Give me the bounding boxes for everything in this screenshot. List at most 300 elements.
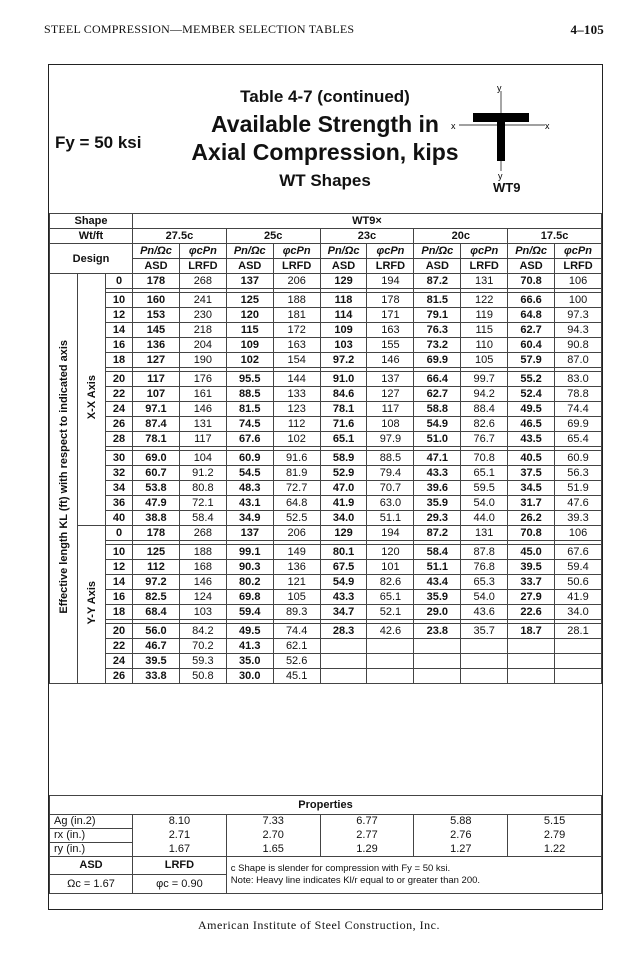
value-cell: 33.7	[508, 575, 555, 590]
value-cell: 97.2	[133, 575, 180, 590]
table-row	[50, 639, 602, 654]
running-head-title: STEEL COMPRESSION—MEMBER SELECTION TABLES	[44, 22, 355, 36]
value-cell: 52.9	[320, 466, 367, 481]
value-cell: 125	[133, 545, 180, 560]
value-cell: 31.7	[508, 496, 555, 511]
table-row	[50, 466, 602, 481]
table-title-line1: Available Strength in	[211, 111, 439, 137]
value-cell: 69.9	[414, 353, 461, 368]
value-cell: 146	[367, 353, 414, 368]
value-cell: 136	[273, 560, 320, 575]
column-header: φcPn	[273, 244, 320, 259]
value-cell: 82.6	[461, 417, 508, 432]
value-cell: 109	[320, 323, 367, 338]
value-cell: 28.3	[320, 624, 367, 639]
value-cell: 81.9	[273, 466, 320, 481]
value-cell: 129	[320, 526, 367, 541]
value-cell: 101	[367, 560, 414, 575]
running-head	[44, 22, 604, 38]
value-cell: 171	[367, 308, 414, 323]
value-cell	[461, 639, 508, 654]
value-cell: 42.6	[367, 624, 414, 639]
value-cell: 131	[461, 274, 508, 289]
value-cell: 194	[367, 274, 414, 289]
value-cell: 88.5	[226, 387, 273, 402]
table-row	[50, 590, 602, 605]
value-cell: 74.4	[273, 624, 320, 639]
value-cell: 41.9	[320, 496, 367, 511]
value-cell: 35.9	[414, 590, 461, 605]
value-cell: 79.4	[367, 466, 414, 481]
value-cell: 99.7	[461, 372, 508, 387]
value-cell: 115	[226, 323, 273, 338]
value-cell: 34.9	[226, 511, 273, 526]
method-header: LRFD	[555, 259, 602, 274]
value-cell: 83.0	[555, 372, 602, 387]
value-cell: 39.6	[414, 481, 461, 496]
value-cell: 149	[273, 545, 320, 560]
kl-cell: 30	[106, 451, 133, 466]
property-value: 1.27	[414, 843, 508, 857]
shape-name-cell: WT9×	[133, 214, 602, 229]
value-cell: 105	[461, 353, 508, 368]
value-cell: 121	[273, 575, 320, 590]
value-cell: 18.7	[508, 624, 555, 639]
properties-table	[49, 795, 602, 894]
value-cell: 46.5	[508, 417, 555, 432]
table-row	[50, 387, 602, 402]
value-cell: 160	[133, 293, 180, 308]
page-footer: American Institute of Steel Construction, Inc.	[198, 918, 440, 932]
table-row	[50, 654, 602, 669]
value-cell: 97.2	[320, 353, 367, 368]
value-cell: 82.5	[133, 590, 180, 605]
value-cell: 51.1	[414, 560, 461, 575]
value-cell: 120	[226, 308, 273, 323]
value-cell: 47.0	[320, 481, 367, 496]
value-cell: 59.4	[226, 605, 273, 620]
value-cell: 91.0	[320, 372, 367, 387]
table-row	[50, 308, 602, 323]
side-label: Effective length KL (ft) with respect to indicated axis	[57, 339, 70, 614]
value-cell: 45.0	[508, 545, 555, 560]
value-cell: 109	[226, 338, 273, 353]
value-cell: 51.0	[414, 432, 461, 447]
value-cell: 136	[133, 338, 180, 353]
value-cell: 87.2	[414, 526, 461, 541]
value-cell: 49.5	[226, 624, 273, 639]
value-cell: 59.4	[555, 560, 602, 575]
value-cell: 67.6	[555, 545, 602, 560]
column-header: φcPn	[179, 244, 226, 259]
value-cell	[555, 654, 602, 669]
value-cell: 118	[320, 293, 367, 308]
value-cell: 161	[179, 387, 226, 402]
value-cell: 114	[320, 308, 367, 323]
shape-label: WT9	[493, 180, 521, 195]
value-cell: 26.2	[508, 511, 555, 526]
value-cell: 70.7	[367, 481, 414, 496]
value-cell: 88.5	[367, 451, 414, 466]
kl-cell: 24	[106, 654, 133, 669]
value-cell: 22.6	[508, 605, 555, 620]
value-cell: 163	[273, 338, 320, 353]
value-cell: 47.1	[414, 451, 461, 466]
strength-table	[49, 213, 602, 684]
value-cell: 76.7	[461, 432, 508, 447]
value-cell: 146	[179, 575, 226, 590]
property-value: 1.67	[133, 843, 227, 857]
value-cell: 181	[273, 308, 320, 323]
property-value: 7.33	[226, 815, 320, 829]
value-cell	[555, 639, 602, 654]
value-cell: 91.6	[273, 451, 320, 466]
value-cell: 34.7	[320, 605, 367, 620]
value-cell: 63.0	[367, 496, 414, 511]
table-row	[50, 451, 602, 466]
note-heavy-line: Note: Heavy line indicates Kl/r equal to or greater than 200.	[230, 875, 481, 886]
side-label-cell	[50, 274, 78, 684]
value-cell: 62.1	[273, 639, 320, 654]
table-row	[50, 624, 602, 639]
kl-cell: 20	[106, 624, 133, 639]
value-cell: 41.9	[555, 590, 602, 605]
value-cell: 87.0	[555, 353, 602, 368]
value-cell: 47.6	[555, 496, 602, 511]
method-header: LRFD	[367, 259, 414, 274]
value-cell: 65.1	[461, 466, 508, 481]
value-cell: 58.8	[414, 402, 461, 417]
table-row	[50, 545, 602, 560]
value-cell: 108	[367, 417, 414, 432]
value-cell: 137	[226, 274, 273, 289]
design-label-cell: Design	[50, 244, 133, 274]
table-row	[50, 372, 602, 387]
value-cell: 87.8	[461, 545, 508, 560]
method-header: ASD	[226, 259, 273, 274]
value-cell: 70.8	[508, 526, 555, 541]
table-row	[50, 353, 602, 368]
kl-cell: 14	[106, 575, 133, 590]
value-cell	[461, 654, 508, 669]
value-cell: 137	[226, 526, 273, 541]
value-cell: 58.4	[179, 511, 226, 526]
xx-axis-cell	[78, 274, 106, 526]
kl-cell: 16	[106, 338, 133, 353]
method-header: LRFD	[179, 259, 226, 274]
value-cell: 106	[555, 274, 602, 289]
value-cell: 188	[179, 545, 226, 560]
value-cell: 37.5	[508, 466, 555, 481]
wtft-label-cell: Wt/ft	[50, 229, 133, 244]
value-cell: 64.8	[273, 496, 320, 511]
value-cell: 65.1	[367, 590, 414, 605]
value-cell: 103	[179, 605, 226, 620]
value-cell: 241	[179, 293, 226, 308]
value-cell: 90.3	[226, 560, 273, 575]
axis-y-top-label: y	[497, 83, 502, 93]
value-cell: 54.0	[461, 496, 508, 511]
value-cell: 33.8	[133, 669, 180, 684]
kl-cell: 10	[106, 545, 133, 560]
value-cell: 127	[367, 387, 414, 402]
property-value: 2.77	[320, 829, 414, 843]
value-cell: 99.1	[226, 545, 273, 560]
method-header: ASD	[320, 259, 367, 274]
value-cell	[414, 669, 461, 684]
shape-label-cell: Shape	[50, 214, 133, 229]
value-cell: 56.3	[555, 466, 602, 481]
kl-cell: 18	[106, 605, 133, 620]
value-cell	[320, 654, 367, 669]
kl-cell: 24	[106, 402, 133, 417]
value-cell: 52.4	[508, 387, 555, 402]
value-cell	[320, 639, 367, 654]
value-cell: 29.0	[414, 605, 461, 620]
value-cell: 117	[367, 402, 414, 417]
value-cell: 94.3	[555, 323, 602, 338]
table-row	[50, 511, 602, 526]
value-cell: 60.9	[226, 451, 273, 466]
value-cell	[461, 669, 508, 684]
property-value: 5.15	[508, 815, 602, 829]
kl-cell: 34	[106, 481, 133, 496]
value-cell: 60.9	[555, 451, 602, 466]
property-value: 2.70	[226, 829, 320, 843]
value-cell: 35.0	[226, 654, 273, 669]
note-slender: c Shape is slender for compression with Fy = 50 ksi.	[230, 863, 451, 874]
value-cell: 88.4	[461, 402, 508, 417]
value-cell: 155	[367, 338, 414, 353]
value-cell: 30.0	[226, 669, 273, 684]
table-row	[50, 669, 602, 684]
value-cell: 44.0	[461, 511, 508, 526]
value-cell: 71.6	[320, 417, 367, 432]
value-cell: 144	[273, 372, 320, 387]
table-row	[50, 575, 602, 590]
value-cell: 39.3	[555, 511, 602, 526]
value-cell: 34.5	[508, 481, 555, 496]
value-cell	[508, 639, 555, 654]
value-cell: 48.3	[226, 481, 273, 496]
kl-cell: 10	[106, 293, 133, 308]
value-cell: 35.9	[414, 496, 461, 511]
method-header: LRFD	[461, 259, 508, 274]
value-cell: 34.0	[555, 605, 602, 620]
value-cell: 81.5	[414, 293, 461, 308]
value-cell: 97.9	[367, 432, 414, 447]
table-title-line2: Axial Compression, kips	[191, 139, 459, 165]
value-cell: 54.9	[320, 575, 367, 590]
lrfd-label: LRFD	[133, 857, 227, 875]
property-value: 2.76	[414, 829, 508, 843]
column-header: φcPn	[555, 244, 602, 259]
property-label: ry (in.)	[50, 843, 133, 857]
value-cell: 70.2	[179, 639, 226, 654]
value-cell	[320, 669, 367, 684]
kl-cell: 12	[106, 308, 133, 323]
property-value: 6.77	[320, 815, 414, 829]
value-cell: 51.9	[555, 481, 602, 496]
table-row	[50, 432, 602, 447]
value-cell: 35.7	[461, 624, 508, 639]
omega-value: Ωc = 1.67	[50, 875, 133, 894]
value-cell: 133	[273, 387, 320, 402]
kl-cell: 40	[106, 511, 133, 526]
value-cell: 178	[133, 274, 180, 289]
value-cell: 40.5	[508, 451, 555, 466]
kl-cell: 26	[106, 417, 133, 432]
property-value: 1.29	[320, 843, 414, 857]
value-cell: 190	[179, 353, 226, 368]
value-cell: 176	[179, 372, 226, 387]
value-cell: 45.1	[273, 669, 320, 684]
value-cell: 124	[179, 590, 226, 605]
value-cell: 52.1	[367, 605, 414, 620]
value-cell: 168	[179, 560, 226, 575]
value-cell: 91.2	[179, 466, 226, 481]
weight-cell: 17.5c	[508, 229, 602, 244]
value-cell: 103	[320, 338, 367, 353]
value-cell: 120	[367, 545, 414, 560]
value-cell	[508, 669, 555, 684]
kl-cell: 18	[106, 353, 133, 368]
value-cell: 146	[179, 402, 226, 417]
value-cell: 51.1	[367, 511, 414, 526]
value-cell	[508, 654, 555, 669]
column-header: Pn/Ωc	[133, 244, 180, 259]
value-cell: 60.4	[508, 338, 555, 353]
value-cell: 82.6	[367, 575, 414, 590]
value-cell: 84.2	[179, 624, 226, 639]
value-cell: 89.3	[273, 605, 320, 620]
value-cell: 62.7	[508, 323, 555, 338]
kl-cell: 28	[106, 432, 133, 447]
yy-axis-cell	[78, 526, 106, 684]
kl-cell: 36	[106, 496, 133, 511]
table-row	[50, 605, 602, 620]
table-row	[50, 274, 602, 289]
property-value: 1.22	[508, 843, 602, 857]
value-cell	[555, 669, 602, 684]
value-cell: 57.9	[508, 353, 555, 368]
property-value: 5.88	[414, 815, 508, 829]
value-cell: 78.1	[320, 402, 367, 417]
value-cell: 58.9	[320, 451, 367, 466]
table-subtitle: WT Shapes	[279, 171, 371, 190]
value-cell: 55.2	[508, 372, 555, 387]
value-cell: 67.5	[320, 560, 367, 575]
value-cell: 230	[179, 308, 226, 323]
axis-x-left-label: x	[451, 121, 456, 131]
value-cell: 100	[555, 293, 602, 308]
value-cell: 54.0	[461, 590, 508, 605]
method-header: ASD	[414, 259, 461, 274]
value-cell: 218	[179, 323, 226, 338]
value-cell: 127	[133, 353, 180, 368]
value-cell: 65.4	[555, 432, 602, 447]
kl-cell: 12	[106, 560, 133, 575]
value-cell: 194	[367, 526, 414, 541]
value-cell: 72.1	[179, 496, 226, 511]
value-cell: 117	[179, 432, 226, 447]
value-cell: 131	[461, 526, 508, 541]
value-cell	[367, 669, 414, 684]
value-cell: 102	[226, 353, 273, 368]
value-cell: 163	[367, 323, 414, 338]
value-cell: 125	[226, 293, 273, 308]
value-cell: 49.5	[508, 402, 555, 417]
value-cell: 131	[179, 417, 226, 432]
value-cell: 52.6	[273, 654, 320, 669]
value-cell: 154	[273, 353, 320, 368]
table-row	[50, 560, 602, 575]
value-cell: 39.5	[133, 654, 180, 669]
property-value: 1.65	[226, 843, 320, 857]
value-cell: 268	[179, 274, 226, 289]
value-cell: 80.2	[226, 575, 273, 590]
kl-cell: 22	[106, 387, 133, 402]
weight-cell: 20c	[414, 229, 508, 244]
kl-cell: 32	[106, 466, 133, 481]
property-label: Ag (in.2)	[50, 815, 133, 829]
weight-cell: 25c	[226, 229, 320, 244]
value-cell: 60.7	[133, 466, 180, 481]
column-header: Pn/Ωc	[226, 244, 273, 259]
value-cell: 74.5	[226, 417, 273, 432]
table-number: Table 4-7 (continued)	[240, 87, 410, 106]
value-cell: 29.3	[414, 511, 461, 526]
value-cell: 69.9	[555, 417, 602, 432]
value-cell: 80.1	[320, 545, 367, 560]
method-header: LRFD	[273, 259, 320, 274]
value-cell: 137	[367, 372, 414, 387]
table-row	[50, 338, 602, 353]
fy-label: Fy = 50 ksi	[55, 133, 142, 152]
phi-value: φc = 0.90	[133, 875, 227, 894]
asd-label: ASD	[50, 857, 133, 875]
property-value: 8.10	[133, 815, 227, 829]
value-cell: 54.9	[414, 417, 461, 432]
value-cell: 27.9	[508, 590, 555, 605]
value-cell: 110	[461, 338, 508, 353]
kl-cell: 0	[106, 274, 133, 289]
value-cell	[367, 639, 414, 654]
value-cell: 54.5	[226, 466, 273, 481]
value-cell	[367, 654, 414, 669]
value-cell: 119	[461, 308, 508, 323]
value-cell: 80.8	[179, 481, 226, 496]
value-cell: 39.5	[508, 560, 555, 575]
value-cell: 28.1	[555, 624, 602, 639]
column-header: Pn/Ωc	[414, 244, 461, 259]
kl-cell: 16	[106, 590, 133, 605]
value-cell: 105	[273, 590, 320, 605]
property-label: rx (in.)	[50, 829, 133, 843]
table-row	[50, 402, 602, 417]
table-row	[50, 293, 602, 308]
value-cell: 206	[273, 526, 320, 541]
value-cell: 59.3	[179, 654, 226, 669]
value-cell: 69.0	[133, 451, 180, 466]
value-cell: 115	[461, 323, 508, 338]
value-cell: 112	[133, 560, 180, 575]
value-cell: 23.8	[414, 624, 461, 639]
value-cell: 43.4	[414, 575, 461, 590]
value-cell: 107	[133, 387, 180, 402]
value-cell: 73.2	[414, 338, 461, 353]
column-header: φcPn	[367, 244, 414, 259]
